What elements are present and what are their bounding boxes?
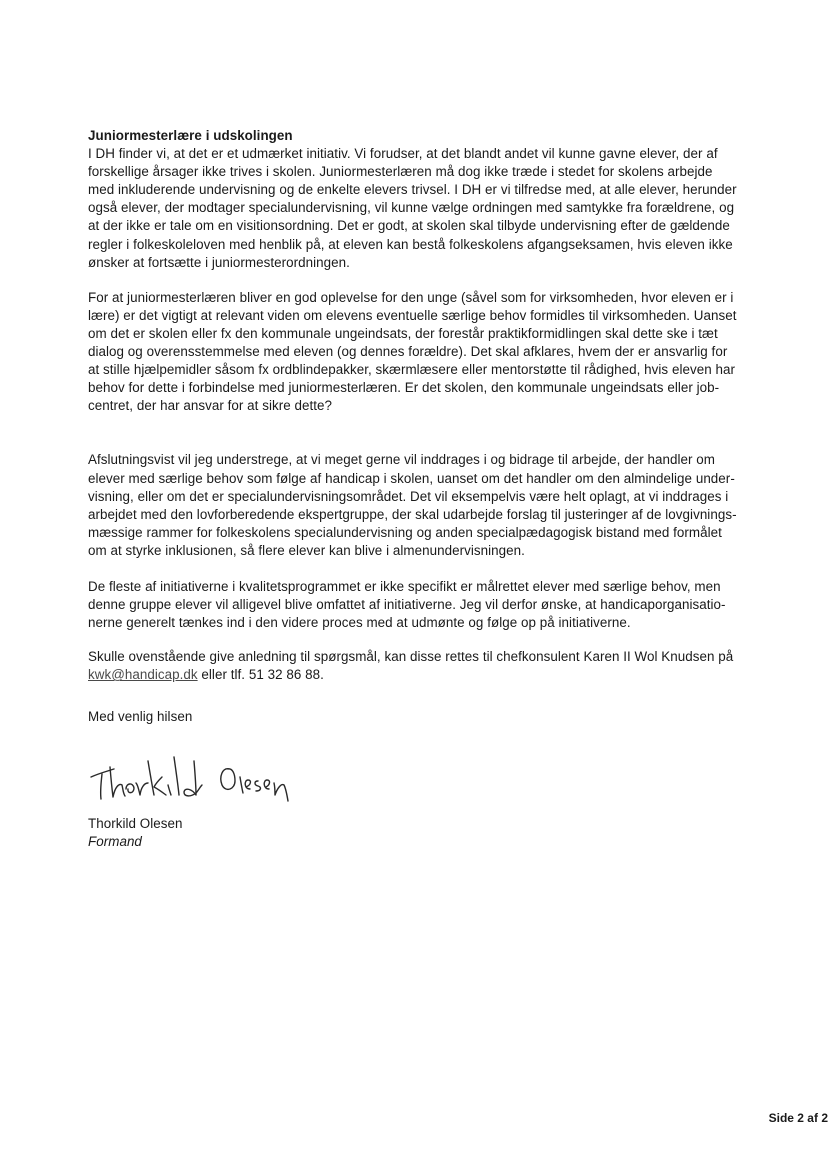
page-number: Side 2 af 2	[768, 1111, 828, 1125]
signer-title: Formand	[88, 833, 142, 849]
handwritten-signature	[88, 747, 298, 807]
paragraph-3: Afslutningsvist vil jeg understrege, at vi meget gerne vil inddrages i og bidrage til arbejde, der handler om elever med særlige behov som følge af handicap i skolen, uanset om det handler om den almindelige under- visning, eller om det er specialundervisningsområdet. Det vil eksempelvis være helt oplagt, at vi inddrages i arbejdet med den lovforberedende ekspertgruppe, der skal udarbejde forslag til justeringer af de lovgivnings- mæssige rammer for folkeskolens specialundervisning og anden specialpædagogisk bistand med formålet om at styrke inklusionen, så flere elever kan blive i almenundervisningen.	[88, 452, 737, 558]
paragraph-2: For at juniormesterlæren bliver en god oplevelse for den unge (såvel som for virksomheden, hvor eleven er i lære) er det vigtigt at relevant viden om elevens eventuelle særlige behov formidles til virksomheden. Uanset om det er skolen eller fx den kommunale ungeindsats, der forestår praktikformidlingen skal dette ske i tæt dialog og overensstemmelse med eleven (og dennes forældre). Det skal afklares, hvem der er ansvarlig for at stille hjælpemidler såsom fx ordblindepakker, skærmlæsere eller mentorstøtte til rådighed, hvis eleven har behov for dette i forbindelse med juniormesterlæren. Er det skolen, den kommunale ungeindsats eller job- centret, der har ansvar for at sikre dette?	[88, 289, 737, 414]
signer-name: Thorkild Olesen	[88, 815, 183, 831]
letter-body	[88, 127, 818, 851]
contact-text: Skulle ovenstående give anledning til spørgsmål, kan disse rettes til chefkonsulent Karen II Wol Knudsen på	[88, 649, 734, 665]
section-heading: Juniormesterlære i udskolingen	[88, 128, 293, 143]
paragraph-4: De fleste af initiativerne i kvalitetsprogrammet er ikke specifikt er målrettet elever med særlige behov, men denne gruppe elever vil alligevel blive omfattet af initiativerne. Jeg vil derfor ønske, at handicaporganisatio- nerne generelt tænkes ind i den videre proces med at udmønte og følge op på initiativerne.	[88, 578, 726, 631]
contact-paragraph	[88, 648, 818, 684]
closing: Med venlig hilsen	[88, 709, 193, 725]
contact-phone: eller tlf. 51 32 86 88.	[197, 667, 324, 683]
paragraph-1: I DH finder vi, at det er et udmærket initiativ. Vi forudser, at det blandt andet vil kunne gavne elever, der af forskellige årsager ikke trives i skolen. Juniormesterlæren må dog ikke træde i stedet for skolens arbejde med inkluderende undervisning og de enkelte elevers trivsel. I DH er vi tilfredse med, at alle elever, herunder også elever, der modtager specialundervisning, vil kunne vælge ordningen med samtykke fra forældrene, og at der ikke er tale om en visitionsordning. Det er godt, at skolen skal tilbyde undervisning efter de gældende regler i folkeskoleloven med henblik på, at eleven kan bestå folkeskolens afgangseksamen, hvis eleven ikke ønsker at fortsætte i juniormesterordningen.	[88, 146, 737, 270]
contact-email-link[interactable]: kwk@handicap.dk	[88, 667, 198, 683]
